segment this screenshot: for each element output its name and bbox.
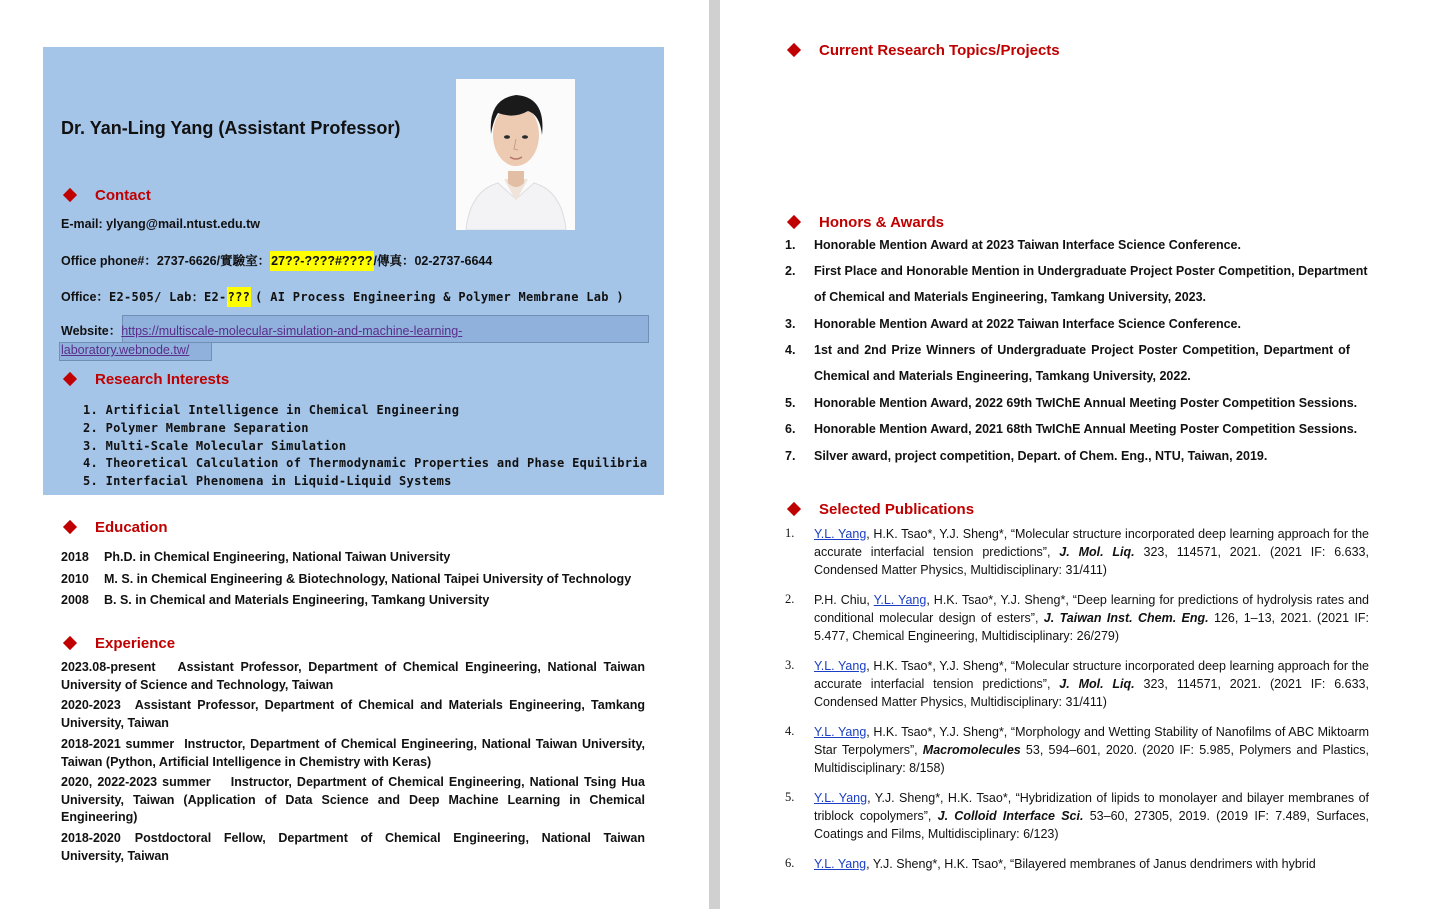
education-text: B. S. in Chemical and Materials Engineering, Tamkang University — [104, 593, 490, 607]
publication-number: 5. — [785, 790, 795, 804]
website-line-2 — [61, 343, 189, 357]
research-item: 1. Artificial Intelligence in Chemical Engineering — [83, 403, 460, 417]
honor-number: 2. — [785, 264, 796, 278]
lab-name: ( AI Process Engineering & Polymer Membrane Lab ) — [255, 290, 624, 304]
pub-journal: J. Mol. Liq. — [1059, 545, 1135, 559]
pub-author-link[interactable]: Y.L. Yang — [814, 725, 867, 739]
pub-author-link[interactable]: Y.L. Yang — [814, 527, 867, 541]
publication-item — [814, 591, 1369, 645]
pub-title: , Y.J. Sheng*, H.K. Tsao*, “Bilayered membranes of Janus dendrimers with hybrid — [866, 857, 1316, 871]
email-value: ylyang@mail.ntust.edu.tw — [106, 217, 261, 231]
honor-item-cont: of Chemical and Materials Engineering, Tamkang University, 2023. — [814, 290, 1207, 304]
pub-journal: J. Colloid Interface Sci. — [937, 809, 1084, 823]
publication-item — [814, 657, 1369, 711]
office-label: Office： — [61, 290, 109, 304]
experience-item — [61, 697, 645, 732]
honor-number: 4. — [785, 343, 796, 357]
education-text: M. S. in Chemical Engineering & Biotechnology, National Taipei University of Technology — [104, 572, 632, 586]
phone-value: 2737-6626/ — [156, 254, 221, 268]
education-year: 2018 — [61, 550, 89, 564]
pub-title: , Y.J. Sheng*, H.K. Tsao*, “Hybridization of lipids to monolayer and bilayer membranes of triblock copolymers”, — [814, 791, 1370, 823]
experience-item — [61, 659, 645, 694]
publication-number: 3. — [785, 658, 795, 672]
contact-heading: Contact — [95, 187, 151, 204]
research-list — [83, 402, 647, 491]
pub-author-link[interactable]: Y.L. Yang — [873, 593, 927, 607]
experience-heading: Experience — [95, 635, 176, 652]
experience-text: Postdoctoral Fellow, Department of Chemical Engineering, National Taiwan University, Taiwan — [61, 831, 645, 863]
honor-number: 5. — [785, 396, 796, 410]
experience-period: 2023.08-present — [61, 660, 156, 674]
phone-line — [61, 251, 492, 269]
publication-number: 4. — [785, 724, 795, 738]
experience-text: Assistant Professor, Department of Chemical and Materials Engineering, Tamkang University, Taiwan — [61, 698, 645, 730]
website-line — [61, 321, 462, 339]
pub-details: 323, 114571, 2021. (2021 IF: 6.633, Condensed Matter Physics, Multidisciplinary: 31/411) — [814, 677, 1369, 709]
pub-author-link[interactable]: Y.L. Yang — [814, 659, 867, 673]
fax-value: 02-2737-6644 — [414, 254, 493, 268]
pub-details: 53–60, 27305, 2019. (2019 IF: 7.489, Surfaces, Coatings and Films, Multidisciplinary: 6/123) — [814, 809, 1369, 841]
lab-room-value: ??? — [227, 287, 252, 307]
pub-journal: Macromolecules — [922, 743, 1021, 757]
experience-period: 2018-2021 summer — [61, 737, 175, 751]
education-text: Ph.D. in Chemical Engineering, National Taiwan University — [104, 550, 451, 564]
lab-phone-label: 實驗室： — [220, 254, 271, 268]
website-link-cont[interactable]: laboratory.webnode.tw/ — [61, 343, 190, 357]
experience-item — [61, 830, 645, 865]
pub-journal: J. Taiwan Inst. Chem. Eng. — [1043, 611, 1209, 625]
experience-text: Assistant Professor, Department of Chemical Engineering, National Taiwan University of Science and Technology, Taiwan — [61, 660, 645, 692]
publication-item — [814, 525, 1369, 579]
experience-period: 2018-2020 — [61, 831, 121, 845]
publication-number: 6. — [785, 856, 795, 870]
pub-details: 53, 594–601, 2020. (2020 IF: 5.985, Polymers and Plastics, Multidisciplinary: 8/158) — [814, 743, 1369, 775]
fax-label: /傳真： — [373, 254, 415, 268]
lab-phone-value: 27??-????#???? — [270, 251, 373, 271]
research-item: 5. Interfacial Phenomena in Liquid-Liquid Systems — [83, 474, 452, 489]
honor-item: Honorable Mention Award, 2022 69th TwIChE Annual Meeting Poster Competition Sessions. — [814, 396, 1358, 410]
publication-number: 2. — [785, 592, 795, 606]
education-year: 2010 — [61, 572, 89, 586]
pub-title: , H.K. Tsao*, Y.J. Sheng*, “Molecular structure incorporated deep learning approach for the accurate interfacial tension predictions”, — [814, 527, 1369, 559]
email-line — [61, 217, 260, 231]
experience-period: 2020, 2022-2023 summer — [61, 775, 211, 789]
profile-photo — [456, 79, 575, 230]
pub-details: 323, 114571, 2021. (2021 IF: 6.633, Condensed Matter Physics, Multidisciplinary: 31/411) — [814, 545, 1369, 577]
diamond-bullet-icon — [63, 636, 77, 650]
honor-number: 7. — [785, 449, 796, 463]
phone-label: Office phone#： — [61, 254, 157, 268]
website-link[interactable]: https://multiscale-molecular-simulation-and-machine-learning- — [121, 324, 463, 338]
honor-item: Silver award, project competition, Depart. of Chem. Eng., NTU, Taiwan, 2019. — [814, 449, 1268, 463]
page-gutter — [709, 0, 720, 909]
pub-details: 126, 1–13, 2021. (2021 IF: 5.477, Chemical Engineering, Multidisciplinary: 26/279) — [814, 611, 1369, 643]
office-line — [61, 287, 624, 305]
office-value: E2-505/ Lab：E2- — [108, 290, 227, 304]
experience-period: 2020-2023 — [61, 698, 121, 712]
honor-item: First Place and Honorable Mention in Undergraduate Project Poster Competition, Department — [814, 264, 1368, 278]
website-label: Website： — [61, 324, 122, 338]
honor-number: 1. — [785, 238, 796, 252]
experience-text: Instructor, Department of Chemical Engineering, National Tsing Hua University, Taiwan (Application of Data Science and Deep Machine Learning in Chemical Engineering) — [61, 775, 645, 824]
pub-journal: J. Mol. Liq. — [1059, 677, 1135, 691]
email-label: E-mail: — [61, 217, 107, 231]
honor-item: Honorable Mention Award, 2021 68th TwIChE Annual Meeting Poster Competition Sessions. — [814, 422, 1358, 436]
portrait-image — [456, 79, 575, 230]
honor-item: 1st and 2nd Prize Winners of Undergraduate Project Poster Competition, Department of — [814, 343, 1350, 357]
honor-number: 6. — [785, 422, 796, 436]
honor-item: Honorable Mention Award at 2023 Taiwan Interface Science Conference. — [814, 238, 1241, 252]
diamond-bullet-icon — [63, 520, 77, 534]
projects-heading: Current Research Topics/Projects — [819, 42, 1060, 59]
education-heading: Education — [95, 519, 168, 536]
education-year: 2008 — [61, 593, 89, 607]
honor-item-cont: Chemical and Materials Engineering, Tamkang University, 2022. — [814, 369, 1191, 383]
experience-item — [61, 774, 645, 827]
page-title: Dr. Yan-Ling Yang (Assistant Professor) — [61, 118, 401, 138]
pub-author-link[interactable]: Y.L. Yang — [814, 857, 867, 871]
pub-title: , H.K. Tsao*, Y.J. Sheng*, “Molecular structure incorporated deep learning approach for the accurate interfacial tension predictions”, — [814, 659, 1369, 691]
document-page-left — [0, 0, 709, 909]
pub-author-link[interactable]: Y.L. Yang — [814, 791, 868, 805]
experience-item — [61, 736, 645, 771]
research-item: 4. Theoretical Calculation of Thermodynamic Properties and Phase Equilibria — [83, 456, 648, 471]
pub-title: , H.K. Tsao*, Y.J. Sheng*, “Deep learning for predictions of hydrolysis rates and conditional molecular design of esters”, — [814, 593, 1369, 625]
pub-title: , H.K. Tsao*, Y.J. Sheng*, “Morphology and Wetting Stability of Nanofilms of ABC Miktoarm Star Terpolymers”, — [814, 725, 1370, 757]
pub-coauthors: P.H. Chiu, — [814, 593, 874, 607]
experience-text: Instructor, Department of Chemical Engineering, National Taiwan University, Taiwan (Python, Artificial Intelligence in Chemistry with Keras) — [61, 737, 645, 769]
research-item: 2. Polymer Membrane Separation — [83, 420, 309, 435]
publication-item — [814, 789, 1369, 843]
publication-item — [814, 723, 1369, 777]
honor-number: 3. — [785, 317, 796, 331]
publication-item — [814, 855, 1369, 875]
honor-item: Honorable Mention Award at 2022 Taiwan Interface Science Conference. — [814, 317, 1241, 331]
honors-heading: Honors & Awards — [819, 214, 945, 231]
publications-heading: Selected Publications — [819, 501, 975, 518]
publication-number: 1. — [785, 526, 795, 540]
research-heading: Research Interests — [95, 371, 230, 388]
research-item: 3. Multi-Scale Molecular Simulation — [83, 438, 347, 453]
